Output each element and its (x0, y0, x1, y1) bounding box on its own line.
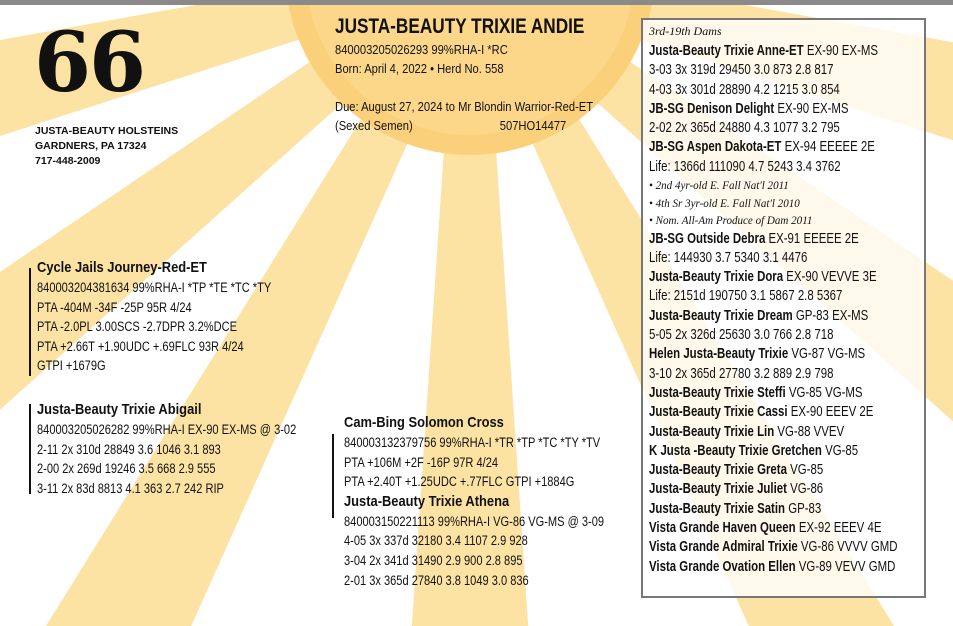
dam-entry-classification: EX-94 EEEEE 2E (781, 139, 875, 156)
sire-line: PTA -2.0PL 3.00SCS -2.7DPR 3.2%DCE (37, 319, 237, 335)
animal-name: JUSTA-BEAUTY TRIXIE ANDIE (335, 15, 585, 38)
granddam-line: 840003150221113 99%RHA-I VG-86 VG-MS @ 3-09 (344, 513, 605, 529)
dam-entry-name (649, 519, 882, 538)
dam-entry-name (649, 442, 869, 461)
dam-line: 840003205026282 99%RHA-I EX-90 EX-MS @ 3-02 (37, 422, 297, 437)
granddam-name: Justa-Beauty Trixie Athena (344, 492, 510, 510)
dam-entry-title: Justa-Beauty Trixie Greta (649, 462, 787, 479)
animal-due: Due: August 27, 2024 to Mr Blondin Warrior-Red-ET (335, 99, 594, 114)
consignor-block (35, 124, 178, 169)
lot-number: 66 (34, 15, 145, 111)
dam-entry-name (649, 558, 896, 577)
dam-entry-record: 3-03 3x 319d 29450 3.0 873 2.8 817 (649, 62, 834, 79)
top-stripe (0, 0, 953, 5)
dam-entry-classification: EX-90 EEEV 2E (787, 404, 874, 421)
semen-line (335, 116, 597, 135)
sire-line: GTPI +1679G (37, 358, 106, 374)
dam-entry-note: • Nom. All-Am Produce of Dam 2011 (649, 213, 813, 228)
animal-born: Born: April 4, 2022 • Herd No. 558 (335, 61, 504, 76)
dam-entry-classification: VG-85 VG-MS (785, 384, 863, 401)
dam-line: 3-11 2x 83d 8813 4.1 363 2.7 242 RIP (37, 480, 224, 496)
sire-line: PTA -404M -34F -25P 95R 4/24 (37, 299, 192, 315)
granddam-line: 2-01 3x 365d 27840 3.8 1049 3.0 836 (344, 572, 529, 588)
mgs-line: 840003132379756 99%RHA-I *TR *TP *TC *TY *TV (344, 435, 601, 450)
consignor-location: GARDNERS, PA 17324 (35, 140, 147, 152)
dam-entry-name (649, 403, 874, 422)
semen-code: 507HO14477 (499, 118, 567, 133)
dam-line: 2-00 2x 269d 19246 3.5 668 2.9 555 (37, 461, 216, 477)
dam-entry-name (649, 138, 875, 157)
dam-entry-note: • 2nd 4yr-old E. Fall Nat'l 2011 (649, 178, 789, 193)
dam-entry-name (649, 345, 869, 364)
dam-entry-record: Life: 1366d 111090 4.7 5243 3.4 3762 (649, 158, 841, 175)
mgs-name: Cam-Bing Solomon Cross (344, 414, 504, 431)
dam-entry-classification: VG-85 (786, 462, 824, 479)
dams-box (641, 18, 926, 598)
dam-block (37, 400, 353, 498)
dam-entry-name (649, 230, 869, 249)
mgs-line: PTA +106M +2F -16P 97R 4/24 (344, 454, 499, 470)
dam-entry-title: JB-SG Aspen Dakota-ET (649, 139, 782, 156)
dam-entry-classification: VG-85 (821, 442, 859, 459)
dam-entry-classification: EX-92 EEEV 4E (795, 520, 882, 537)
dam-entry-note: • 4th Sr 3yr-old E. Fall Nat'l 2010 (649, 195, 800, 210)
dams-header: 3rd-19th Dams (649, 24, 722, 38)
dam-entry-name (649, 42, 879, 61)
mgs-bar (332, 434, 334, 518)
dam-entry-classification: VG-86 VVVV GMD (797, 539, 898, 556)
dam-entry-name (649, 384, 869, 403)
sire-block (37, 258, 323, 376)
dam-entry-classification: VG-86 (786, 481, 824, 498)
dam-entry-record: 5-05 2x 326d 25630 3.0 766 2.8 718 (649, 327, 834, 344)
dam-entry-record: 4-03 3x 301d 28890 4.2 1215 3.0 854 (649, 81, 840, 98)
sire-name: Cycle Jails Journey-Red-ET (37, 259, 207, 276)
dam-entry-title: Justa-Beauty Trixie Anne-ET (649, 43, 804, 59)
animal-header (335, 14, 639, 135)
dam-entry-classification: EX-91 EEEEE 2E (765, 230, 859, 247)
mgs-line: PTA +2.40T +1.25UDC +.77FLC GTPI +1884G (344, 474, 575, 490)
dam-entry-classification: EX-90 VEVVE 3E (783, 269, 877, 286)
dam-entry-classification: VG-87 VG-MS (788, 346, 866, 363)
consignor-name: JUSTA-BEAUTY HOLSTEINS (35, 125, 179, 137)
granddam-line: 3-04 2x 341d 31490 2.9 900 2.8 895 (344, 552, 523, 568)
dam-entry-name (649, 461, 869, 480)
dam-entry-title: K Justa -Beauty Trixie Gretchen (649, 442, 822, 459)
dam-entry-classification: VG-89 VEVV GMD (795, 558, 896, 575)
dam-entry-title: Justa-Beauty Trixie Dora (649, 269, 784, 286)
dam-entry-name (649, 100, 869, 119)
dam-line: 2-11 2x 310d 28849 3.6 1046 3.1 893 (37, 441, 221, 457)
dam-entry-title: Justa-Beauty Trixie Steffi (649, 384, 786, 401)
dam-entry-record: 3-10 2x 365d 27780 3.2 889 2.9 798 (649, 365, 834, 382)
sire-line: PTA +2.66T +1.90UDC +.69FLC 93R 4/24 (37, 338, 244, 354)
dam-entry-title: Justa-Beauty Trixie Cassi (649, 404, 788, 421)
dam-entry-title: Justa-Beauty Trixie Juliet (649, 481, 787, 498)
dam-bar (29, 404, 31, 494)
dam-entry-title: JB-SG Denison Delight (649, 100, 775, 117)
dam-entry-name (649, 500, 869, 519)
granddam-line: 4-05 3x 337d 32180 3.4 1107 2.9 928 (344, 533, 528, 549)
sire-line: 840003204381634 99%RHA-I *TP *TE *TC *TY (37, 280, 272, 295)
dam-entry-classification: GP-83 EX-MS (792, 307, 869, 324)
dam-entry-classification: VG-88 VVEV (774, 423, 845, 440)
semen-label: (Sexed Semen) (335, 118, 413, 133)
dam-entry-name (649, 307, 869, 326)
dams-list (649, 42, 924, 577)
dam-entry-title: Vista Grande Ovation Ellen (649, 558, 796, 575)
dam-entry-record: Life: 144930 3.7 5340 3.1 4476 (649, 249, 808, 266)
sire-bar (29, 268, 31, 376)
dam-entry-title: Vista Grande Admiral Trixie (649, 539, 798, 556)
dam-entry-title: JB-SG Outside Debra (649, 230, 766, 247)
dam-entry-title: Justa-Beauty Trixie Satin (649, 500, 786, 517)
dam-entry-name (649, 480, 869, 499)
dam-entry-name (649, 423, 869, 442)
dam-entry-record: 2-02 2x 365d 24880 4.3 1077 3.2 795 (649, 120, 840, 137)
dam-entry-name (649, 538, 898, 557)
dam-entry-record: Life: 2151d 190750 3.1 5867 2.8 5367 (649, 288, 843, 305)
dam-entry-classification: EX-90 EX-MS (774, 100, 849, 117)
dam-entry-title: Justa-Beauty Trixie Dream (649, 307, 793, 324)
dam-entry-classification: EX-90 EX-MS (803, 43, 879, 59)
dam-name: Justa-Beauty Trixie Abigail (37, 401, 202, 418)
mgs-block (344, 413, 661, 590)
dam-entry-title: Helen Justa-Beauty Trixie (649, 346, 789, 363)
dam-entry-classification: GP-83 (785, 500, 822, 517)
dam-entry-title: Justa-Beauty Trixie Lin (649, 423, 775, 440)
consignor-phone: 717-448-2009 (35, 155, 101, 167)
dam-entry-title: Vista Grande Haven Queen (649, 520, 796, 537)
animal-id: 840003205026293 99%RHA-I *RC (335, 42, 508, 57)
dam-entry-name (649, 268, 877, 287)
